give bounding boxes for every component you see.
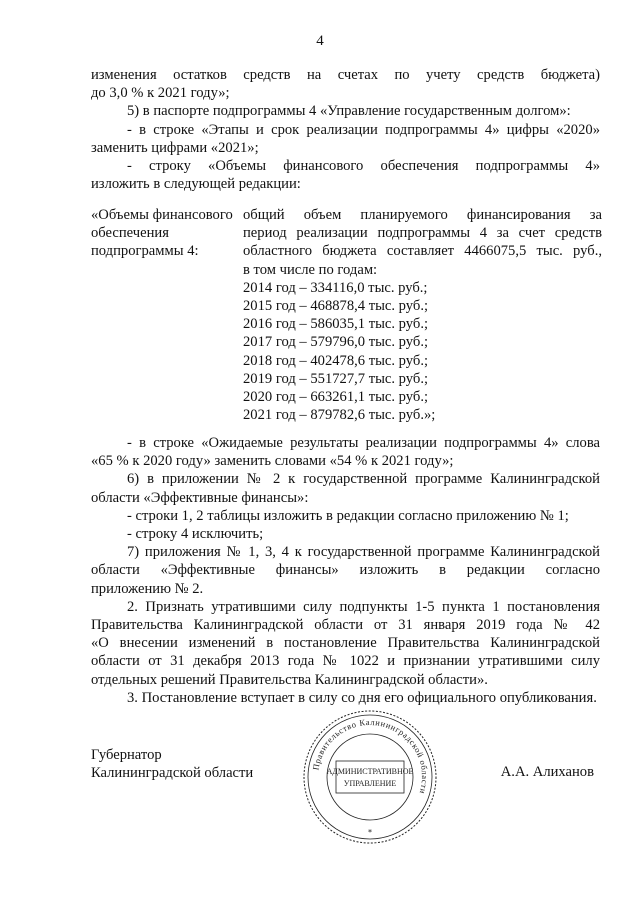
value-line: период реализации подпрограммы 4 за счет средств: [243, 225, 602, 242]
stamp-center-text: АДМИНИСТРАТИВНОЕ: [326, 767, 414, 776]
year-line: 2016 год – 586035,1 тыс. руб.;: [243, 316, 429, 333]
year-line: 2018 год – 402478,6 тыс. руб.;: [243, 352, 429, 369]
text-line: 6) в приложении № 2 к государственной программе Калининградской: [127, 471, 600, 488]
text-line: 7) приложения № 1, 3, 4 к государственной программе Калининградской: [127, 544, 600, 561]
text-line: - строку 4 исключить;: [127, 526, 264, 543]
text-line: отдельных решений Правительства Калининградской области».: [91, 671, 488, 688]
signatory-name: А.А. Алиханов: [500, 764, 594, 780]
signatory-title-line: Губернатор: [91, 747, 162, 763]
text-line: - в строке «Ожидаемые результаты реализации подпрограммы 4» слова: [127, 435, 600, 451]
signatory-title-line: Калининградской области: [91, 765, 254, 782]
text-bottom: [91, 434, 600, 707]
financing-label: [91, 206, 241, 261]
label-line: «Объемы финансового: [91, 207, 233, 223]
text-line: «О внесении изменений в постановление Правительства Калининградской: [91, 635, 600, 652]
stamp-inner-ring: [327, 734, 413, 820]
text-line: - строки 1, 2 таблицы изложить в редакции согласно приложению № 1;: [127, 507, 569, 524]
text-line: заменить цифрами «2021»;: [91, 139, 259, 156]
value-line: областного бюджета составляет 4466075,5 тыс. руб.,: [243, 243, 602, 260]
page-number: 4: [316, 33, 324, 49]
text-line: области «Эффективные финансы»:: [91, 489, 309, 506]
text-line: области «Эффективные финансы» изложить в редакции согласно: [91, 562, 600, 579]
stamp-center-text: УПРАВЛЕНИЕ: [343, 779, 397, 788]
label-line: обеспечения: [91, 225, 169, 242]
financing-value: [243, 206, 602, 424]
text-line: изменения остатков средств на счетах по учету средств бюджета): [91, 67, 600, 83]
text-line: 3. Постановление вступает в силу со дня его официального опубликования.: [127, 689, 597, 706]
official-stamp: [300, 707, 440, 847]
text-line: изложить в следующей редакции:: [91, 176, 301, 193]
text-line: «65 % к 2020 году» заменить словами «54 % к 2021 году»;: [91, 453, 454, 470]
year-line: 2019 год – 551727,7 тыс. руб.;: [243, 370, 429, 387]
text-line: области от 31 декабря 2013 года № 1022 и признании утратившими силу: [91, 653, 600, 670]
stamp-star-icon: *: [368, 828, 372, 837]
text-line: Правительства Калининградской области от 31 января 2019 года № 42: [91, 617, 600, 634]
signatory-title: [91, 746, 253, 782]
stamp-center-box: [336, 761, 404, 793]
year-line: 2014 год – 334116,0 тыс. руб.;: [243, 279, 428, 296]
text-line: - строку «Объемы финансового обеспечения подпрограммы 4»: [127, 158, 600, 175]
text-line: приложению № 2.: [91, 580, 204, 597]
text-line: 2. Признать утратившими силу подпункты 1-5 пункта 1 постановления: [127, 598, 600, 615]
value-line: общий объем планируемого финансирования за: [243, 207, 602, 223]
stamp-outer-ring: [304, 711, 436, 843]
year-line: 2017 год – 579796,0 тыс. руб.;: [243, 334, 429, 351]
text-top: [91, 66, 600, 193]
text-line: до 3,0 % к 2021 году»;: [91, 85, 230, 102]
year-line: 2021 год – 879782,6 тыс. руб.»;: [243, 407, 436, 424]
year-line: 2015 год – 468878,4 тыс. руб.;: [243, 298, 429, 315]
label-line: подпрограммы 4:: [91, 243, 199, 260]
value-line: в том числе по годам:: [243, 261, 378, 278]
text-line: - в строке «Этапы и срок реализации подпрограммы 4» цифры «2020»: [127, 121, 600, 138]
text-line: 5) в паспорте подпрограммы 4 «Управление государственным долгом»:: [127, 103, 571, 120]
stamp-ring-text: Правительство Калининградской области: [310, 716, 431, 796]
year-line: 2020 год – 663261,1 тыс. руб.;: [243, 389, 429, 406]
